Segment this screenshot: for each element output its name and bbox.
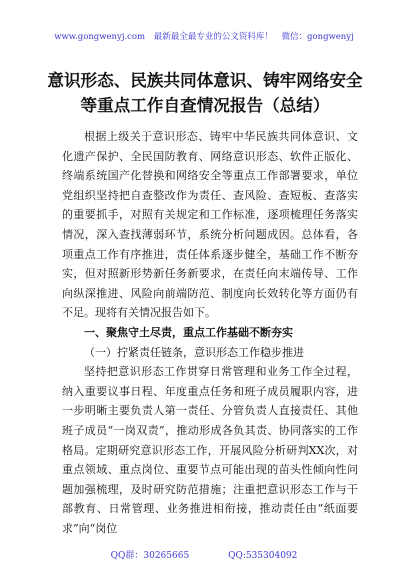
- wechat-id: 微信：gongwenyj: [281, 32, 354, 42]
- qq-number: QQ:535304092: [228, 551, 298, 561]
- site-slogan: 最新最全最专业的公文资料库！: [153, 32, 273, 42]
- contact-footer: [0, 548, 408, 561]
- site-header: [0, 30, 408, 42]
- qq-group: QQ群：30265665: [110, 551, 190, 561]
- section-heading: 一、聚焦守土尽责，重点工作基础不断夯实: [84, 325, 293, 339]
- site-url[interactable]: www.gongwenyj.com: [54, 32, 146, 42]
- intro-paragraph: 根据上级关于意识形态、铸牢中华民族共同体意识、文化遗产保护、全民国防教育、网络意识形态、软件正版化、终端系统国产化替换和网络安全等重点工作部署要求，单位党组织坚持把自查整改作为责任、查风险、查短板、查落实的重要抓手，对照有关规定和工作标准，逐项梳理任务落实情况，深入查找薄弱环节，系统分析问题成因。总体看，各项重点工作有序推进，责任体系逐步健全，基础工作不断夯实，但对照新形势新任务新要求，在责任向末端传导、工作向纵深推进、风险向前端防范、制度向长效转化等方面仍有不足。现将有关情况报告如下。: [62, 130, 358, 320]
- body-paragraph: 坚持把意识形态工作贯穿日常管理和业务工作全过程，纳入重要议事日程、年度重点任务和班子成员履职内容，进一步明晰主要负责人第一责任、分管负责人直接责任、其他班子成员“一岗双责”，推动形成各负其责、协同落实的工作格局。定期研究意识形态工作，开展风险分析研判XX次，对重点领域、重点岗位、重要节点可能出现的苗头性倾向性问题加强梳理，及时研究防范措施；注重把意识形态工作与干部教育、日常管理、业务推进相衔接，推动责任由“纸面要求”向“岗位: [62, 365, 358, 535]
- subsection-heading: （一）拧紧责任链条，意识形态工作稳步推进: [84, 345, 304, 359]
- document-body: [62, 127, 358, 538]
- document-title: 意识形态、民族共同体意识、铸牢网络安全等重点工作自查情况报告（总结）: [47, 71, 363, 115]
